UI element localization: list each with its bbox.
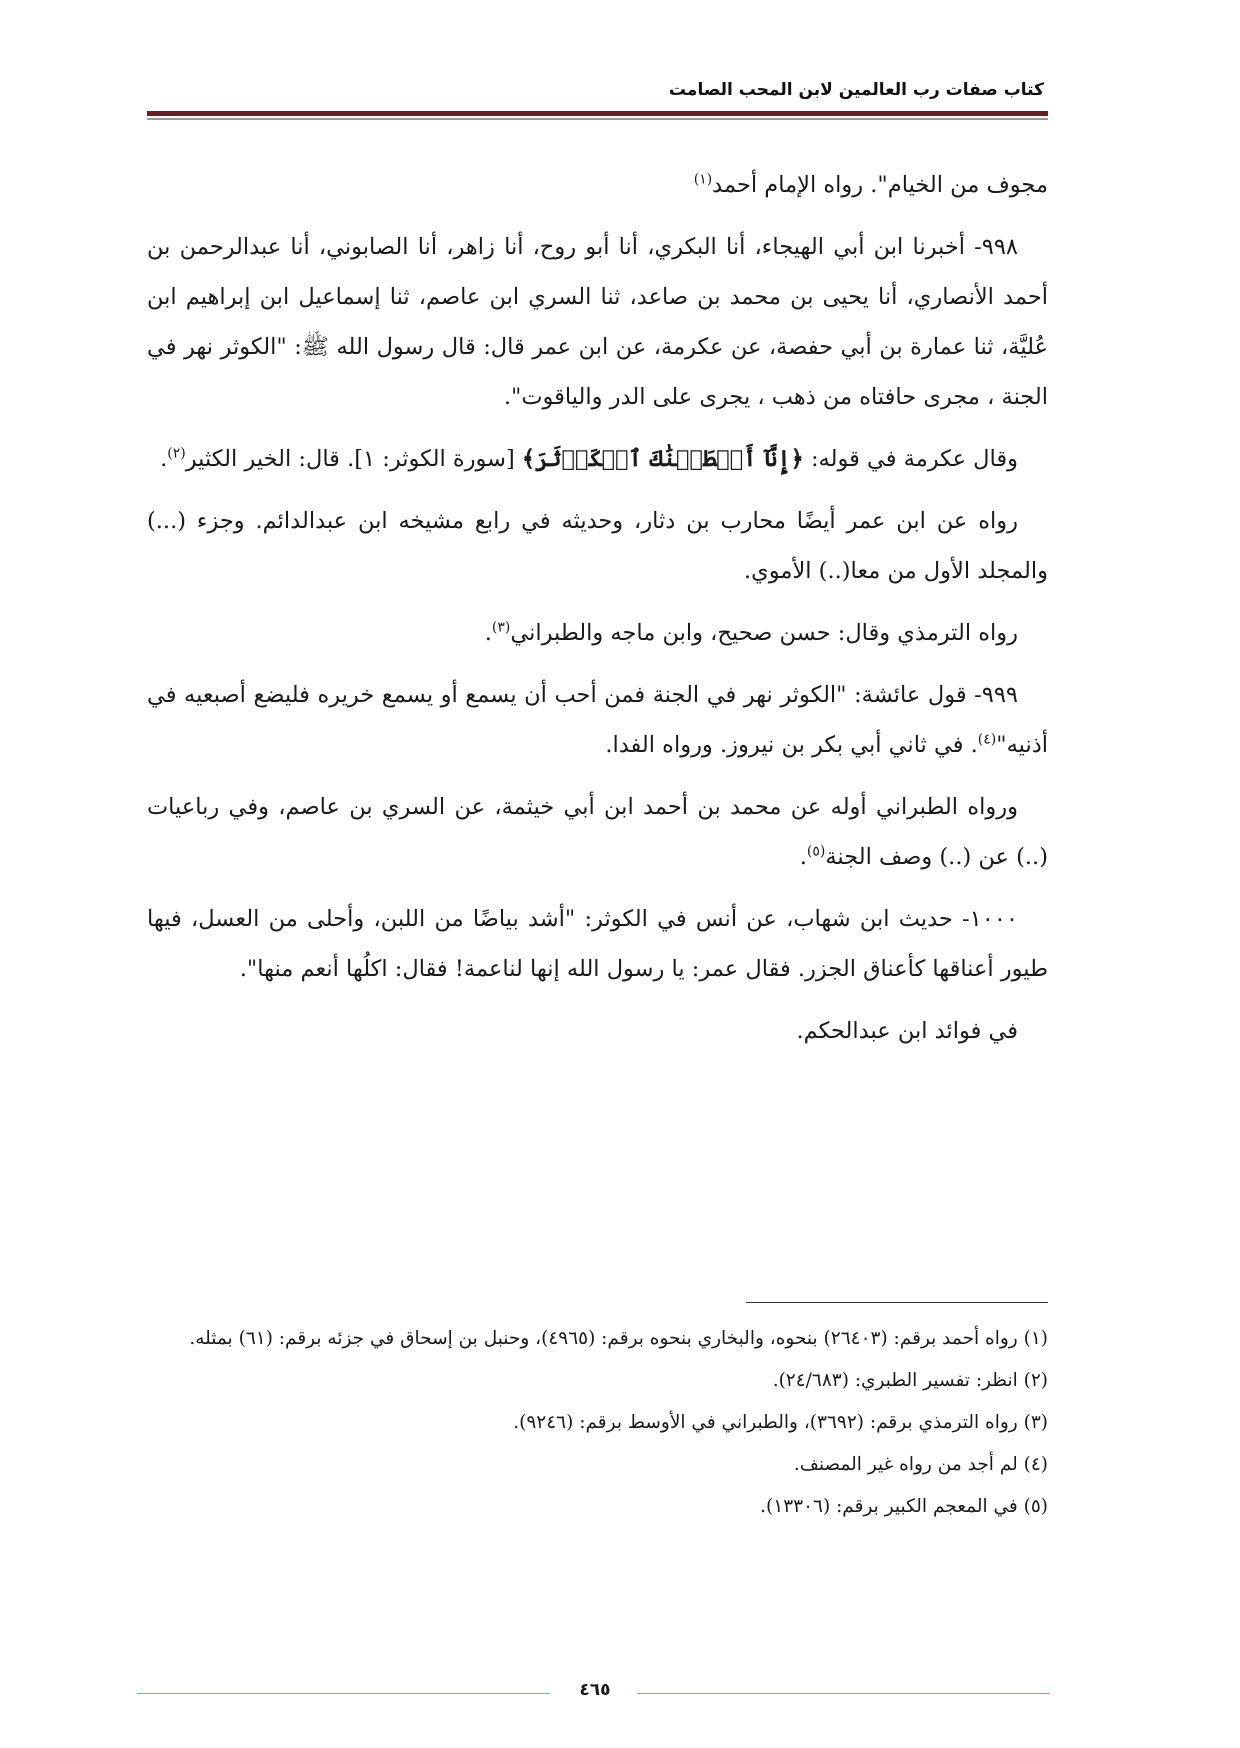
footnote-5: (٥) في المعجم الكبير برقم: (١٣٣٠٦).	[760, 1496, 1048, 1517]
paragraph-fawaid: في فوائد ابن عبدالحكم.	[796, 1018, 1018, 1044]
paragraph-hadith-999	[147, 670, 1048, 770]
paragraph-text: مجوف من الخيام". رواه الإمام أحمد	[712, 172, 1048, 198]
footnote-4: (٤) لم أجد من رواه غير المصنف.	[793, 1454, 1048, 1475]
paragraph-tabarani	[147, 782, 1048, 882]
footnote-2: (٢) انظر: تفسير الطبري: (٢٤/٦٨٣).	[772, 1370, 1048, 1391]
paragraph-text: وقال عكرمة في قوله:	[803, 446, 1018, 472]
footnote-1: (١) رواه أحمد برقم: (٢٦٤٠٣) بنحوه، والبخاري بنحوه برقم: (٤٩٦٥)، وحنبل بن إسحاق في جزئه برقم: (٦١) بمثله.	[189, 1328, 1048, 1349]
quran-verse: ﴿إِنَّآ أَعۡطَيۡنَٰكَ ٱلۡكَوۡثَرَ﴾	[521, 446, 804, 472]
paragraph-text: رواه الترمذي وقال: حسن صحيح، وابن ماجه والطبراني	[510, 620, 1018, 646]
footnote-3: (٣) رواه الترمذي برقم: (٣٦٩٢)، والطبراني في الأوسط برقم: (٩٢٤٦).	[513, 1412, 1048, 1433]
page-number: ٤٦٥	[579, 1680, 611, 1700]
paragraph-narration: رواه عن ابن عمر أيضًا محارب بن دثار، وحديثه في رابع مشيخه ابن عبدالدائم. وجزء (...) والمجلد الأول من معا(..) الأموي.	[147, 508, 1048, 584]
paragraph-tirmidhi	[147, 608, 1048, 658]
header-rule-thin	[147, 118, 1048, 120]
paragraph-text: .	[799, 844, 807, 870]
paragraph-text: .	[160, 446, 168, 472]
footnotes	[147, 1318, 1048, 1528]
paragraph-1	[147, 160, 1048, 210]
paragraph-hadith-1000: ١٠٠٠- حديث ابن شهاب، عن أنس في الكوثر: "أشد بياضًا من اللبن، وأحلى من العسل، فيها طيور أعناقها كأعناق الجزر. فقال عمر: يا رسول الله إنها لناعمة! فقال: اكلُها أنعم منها".	[147, 906, 1048, 982]
paragraph-text: . في ثاني أبي بكر بن نيروز. ورواه الفدا.	[605, 732, 978, 758]
header-rule	[147, 111, 1048, 116]
paragraph-ikrimah	[147, 434, 1048, 484]
footer-rule-left	[137, 1693, 550, 1694]
paragraph-text: ورواه الطبراني أوله عن محمد بن أحمد ابن أبي خيثمة، عن السري بن عاصم، وفي رباعيات (..) عن (..) وصف الجنة	[147, 794, 1048, 870]
footnote-ref[interactable]: (٥)	[806, 843, 826, 860]
footnote-ref[interactable]: (٣)	[491, 619, 511, 636]
footnote-ref[interactable]: (٤)	[977, 731, 997, 748]
footnote-ref[interactable]: (٢)	[167, 445, 186, 462]
paragraph-hadith-998: ٩٩٨- أخبرنا ابن أبي الهيجاء، أنا البكري، أنا أبو روح، أنا زاهر، أنا الصابوني، أنا عبدالرحمن بن أحمد الأنصاري، أنا يحيى بن محمد بن صاعد، ثنا السري ابن عاصم، ثنا إسماعيل ابن إبراهيم ابن عُليَّة، ثنا عمارة بن أبي حفصة، عن عكرمة، عن ابن عمر قال: قال رسول الله ﷺ: "الكوثر نهر في الجنة ، مجرى حافتاه من ذهب ، يجرى على الدر والياقوت".	[147, 234, 1048, 410]
paragraph-text: [سورة الكوثر: ١]. قال: الخير الكثير	[185, 446, 522, 472]
footer-rule-right	[637, 1693, 1050, 1694]
running-header-title: كتاب صفات رب العالمين لابن المحب الصامت	[668, 80, 1044, 100]
paragraph-text: ٩٩٩- قول عائشة: "الكوثر نهر في الجنة فمن أحب أن يسمع أو يسمع خريره فليضع أصبعيه في أذنيه"	[147, 682, 1048, 758]
main-text	[147, 160, 1048, 1068]
paragraph-text: .	[484, 620, 492, 646]
footnote-separator	[746, 1302, 1048, 1303]
footnote-ref[interactable]: (١)	[693, 171, 713, 188]
